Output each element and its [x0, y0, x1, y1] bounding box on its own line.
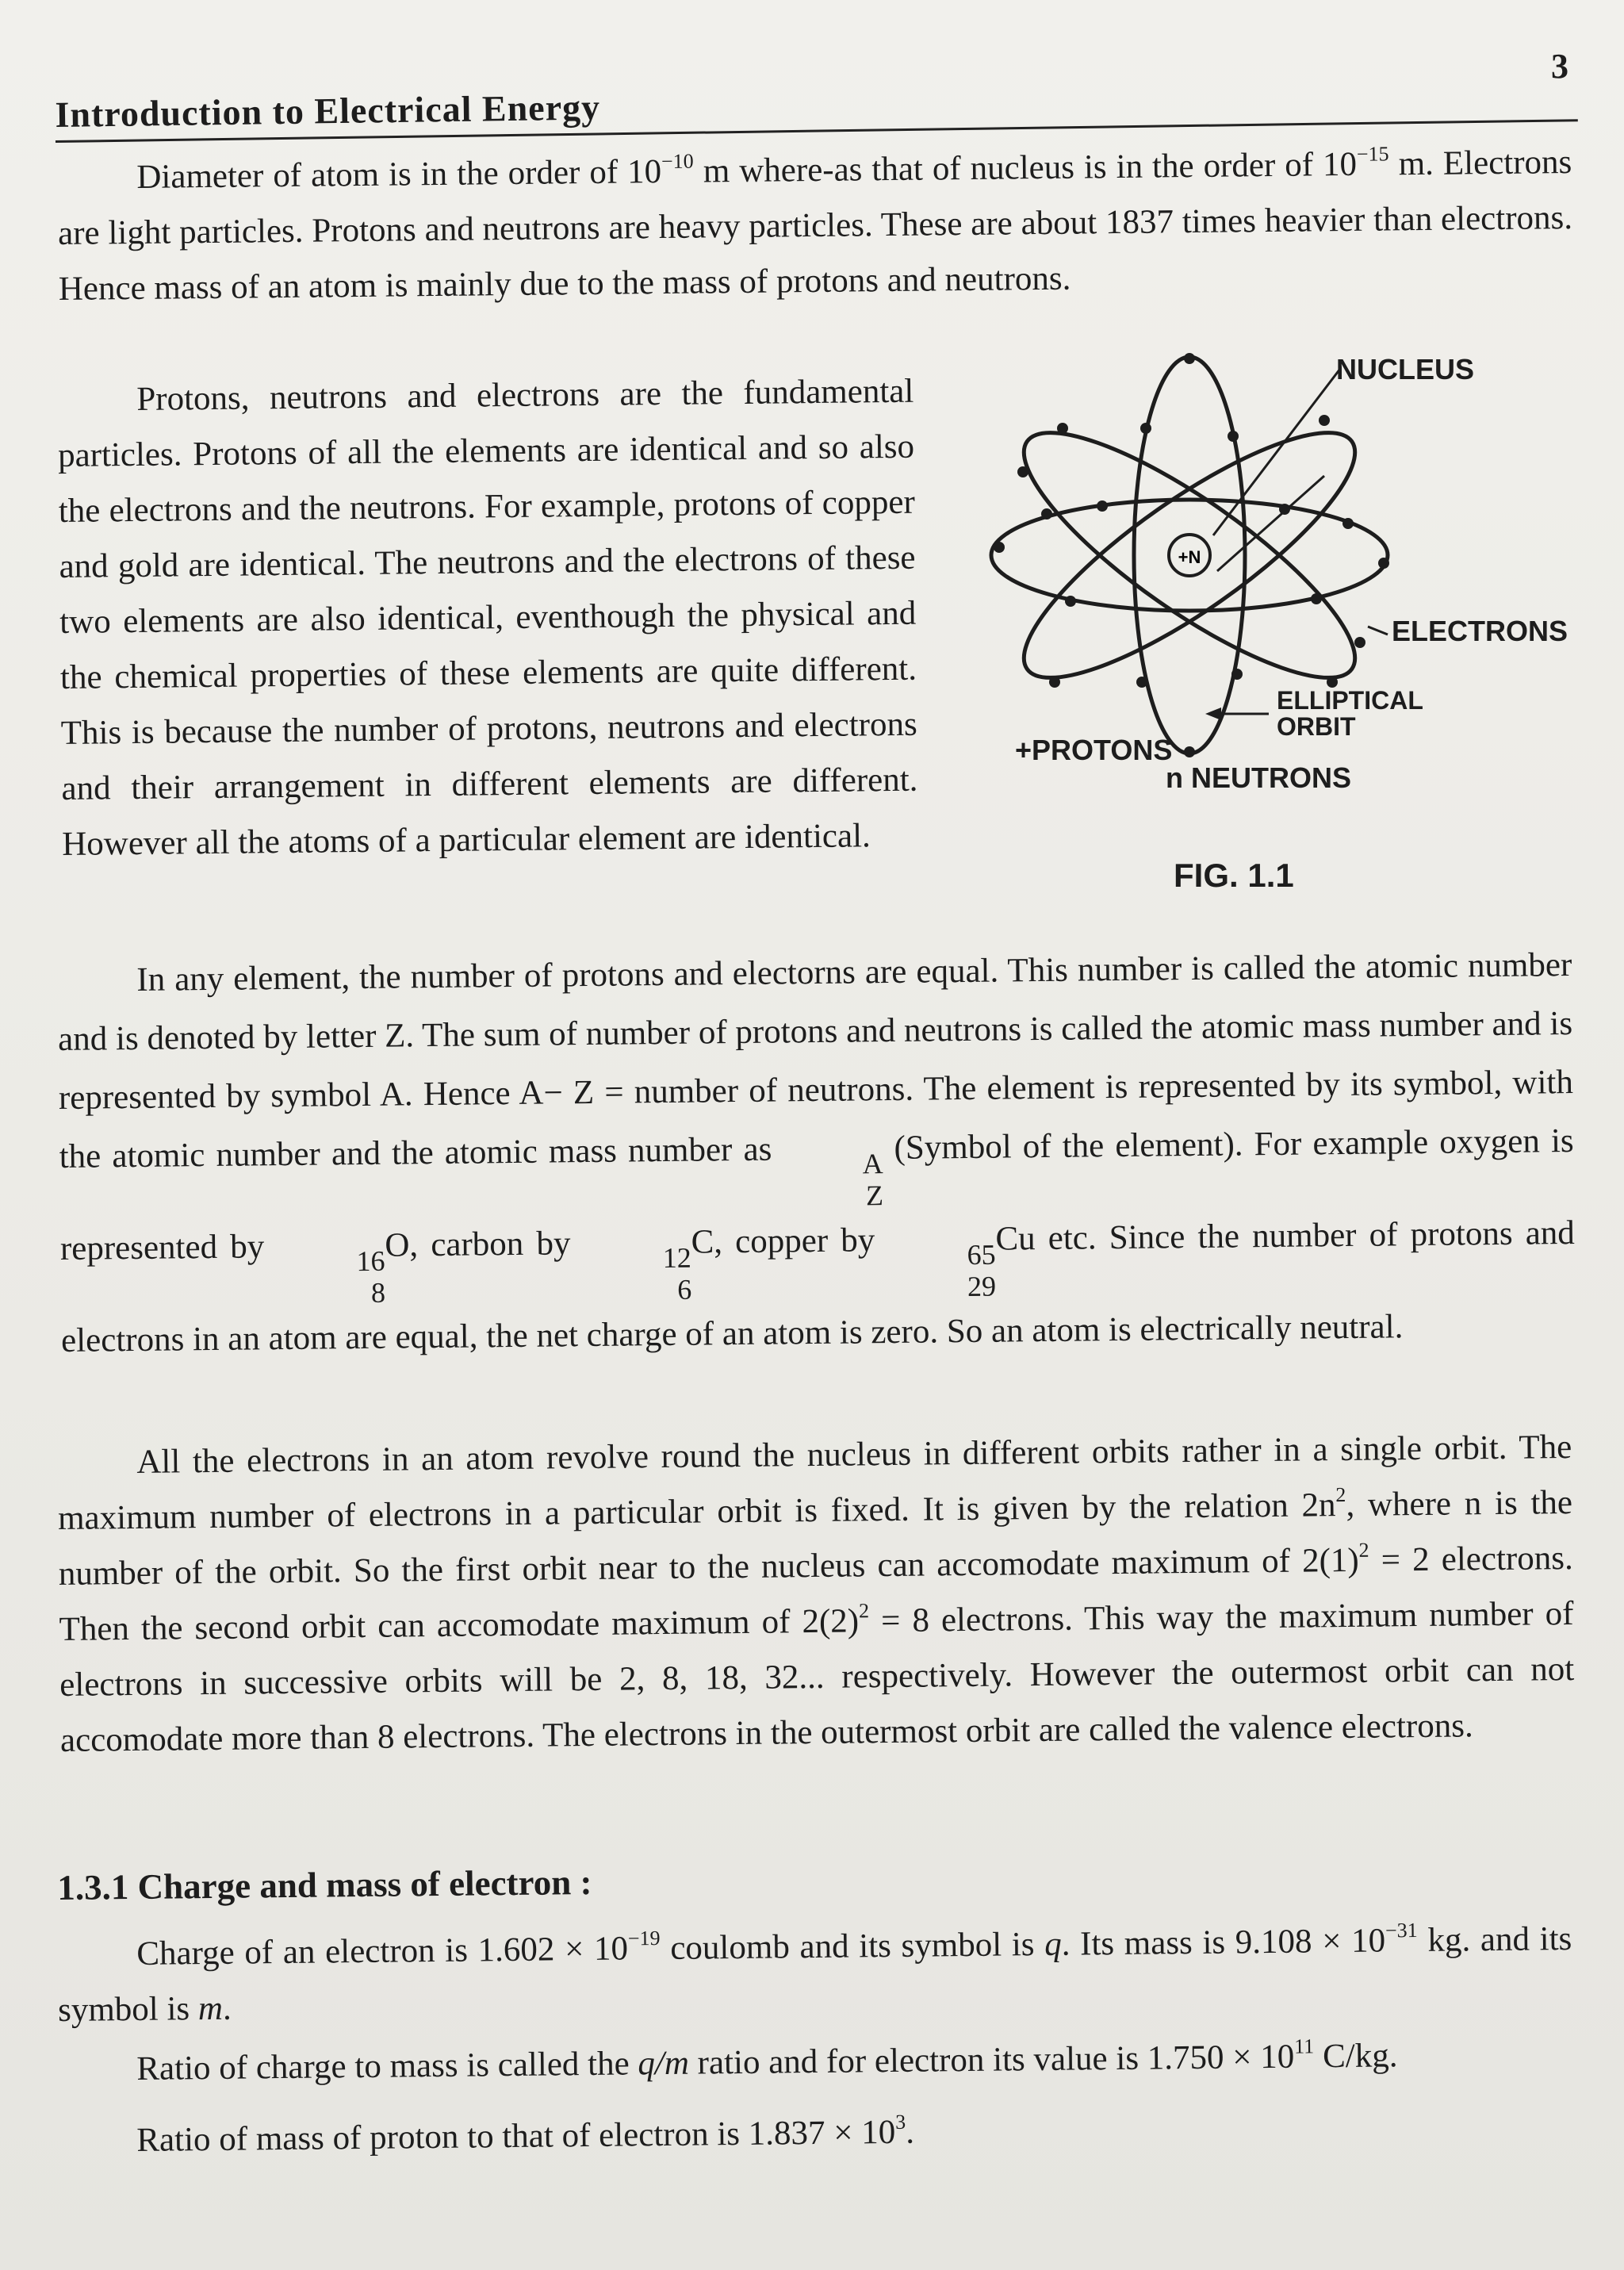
- paragraph-atomic-number: In any element, the number of protons and electorns are equal. This number is called the atomic number and is denoted by letter Z. The sum of number of protons and neutrons is called the atomic mass number and is represented by symbol A. Hence A− Z = number of neutrons. The element is represented by its symbol, with the atomic number and the atomic mass number as A Z (Symbol of the element). For example oxygen is represented by 16 8 O, carbon by 12 6 C, copper by 65 29 Cu etc. Since the number of protons and electrons in an atom are equal, the net charge of an atom is zero. So an atom is electrically neutral.: [57, 945, 1576, 1359]
- orbit-leader: [1217, 476, 1324, 571]
- label-orbit: ORBIT: [1277, 712, 1356, 741]
- electron-dot: [1136, 677, 1147, 688]
- label-elliptical: ELLIPTICAL: [1277, 686, 1423, 715]
- electron-dot: [1065, 596, 1076, 607]
- section-heading: 1.3.1 Charge and mass of electron :: [57, 1862, 592, 1908]
- electron-dot: [1184, 353, 1195, 364]
- nuclide-carbon: 12 6: [662, 1241, 692, 1306]
- electron-dot: [1057, 423, 1068, 434]
- electron-dot: [1017, 466, 1028, 477]
- electron-dot: [1049, 677, 1060, 688]
- paragraph-electron-orbits: All the electrons in an atom revolve round the nucleus in different orbits rather in a single orbit. The maximum number of electrons in a particular orbit is fixed. It is given by the relation $2n^2$, where n is the number of the orbit. So the first orbit near to the nucleus can accomodate maximum of $2(1)^2 = 2$ electrons. Then the second orbit can accomodate maximum of $2(2)^2 = 8$ electrons. This way the maximum number of electrons in successive orbits will be 2, 8, 18, 32... respectively. However the outermost orbit can not accomodate more than 8 electrons. The electrons in the outermost orbit are called the valence electrons.: [57, 1428, 1575, 1759]
- nuclide-oxygen: 16 8: [356, 1244, 386, 1309]
- electron-dot: [1184, 746, 1195, 757]
- electron-dot: [1319, 415, 1330, 426]
- nucleus-leader: [1213, 369, 1340, 535]
- paragraph-electron-charge: Charge of an electron is $1.602 \times 10^{-19}$ coulomb and its symbol is q. Its mass is $9.108 \times 10^{-31}$ kg. and its symbol is m.: [57, 1919, 1572, 2029]
- paragraph-atom-diameter: Diameter of atom is in the order of $10^{-10}$ m where-as that of nucleus is in the order of $10^{-15}$ m. Electrons are light particles. Protons and neutrons are heavy particles. These are about 1837 times heavier than electrons. Hence mass of an atom is mainly due to the mass of protons and neutrons.: [57, 142, 1573, 308]
- label-nucleus: NUCLEUS: [1336, 353, 1475, 385]
- electron-dot: [1378, 558, 1389, 569]
- label-protons: +PROTONS: [1015, 734, 1173, 766]
- electron-dot: [1140, 423, 1151, 434]
- electron-dot: [1228, 431, 1239, 442]
- paragraph-fundamental-particles: Protons, neutrons and electrons are the fundamental particles. Protons of all the elements are identical and so also the electrons and the neutrons. For example, protons of copper and gold are identical. The neutrons and the electrons of these two elements are also identical, eventhough the physical and the chemical properties of these elements are quite different. This is because the number of protons, neutrons and electrons and their arrangement in different elements are different. However all the atoms of a particular element are identical.: [57, 372, 918, 863]
- atom-diagram: [975, 333, 1578, 904]
- paragraph-charge-mass-ratio: Ratio of charge to mass is called the q/m ratio and for electron its value is $1.750 \times 10^{11}$ C/kg.: [136, 2034, 1398, 2088]
- electron-dot: [1279, 504, 1290, 515]
- label-neutrons: n NEUTRONS: [1166, 761, 1351, 794]
- electron-dot: [1041, 508, 1052, 520]
- nucleus-mark: +N: [1178, 547, 1201, 567]
- running-head: Introduction to Electrical Energy: [55, 72, 1578, 143]
- electron-dot: [1354, 637, 1365, 648]
- electron-dot: [1342, 518, 1354, 529]
- paragraph-proton-electron-ratio: Ratio of mass of proton to that of electron is $1.837 \times 10^3$.: [136, 2110, 915, 2159]
- nuclide-copper: 65 29: [967, 1238, 997, 1302]
- nuclide-general: A Z: [862, 1148, 884, 1212]
- label-electrons: ELECTRONS: [1392, 615, 1568, 647]
- electron-dot: [1231, 669, 1243, 680]
- figure-caption: FIG. 1.1: [1174, 857, 1294, 894]
- electron-dot: [1097, 500, 1108, 512]
- page-number: 3: [1551, 47, 1568, 86]
- electron-dot: [1311, 593, 1322, 604]
- electron-dot: [994, 542, 1005, 553]
- electrons-leader: [1368, 627, 1388, 635]
- arrowhead-icon: [1205, 707, 1221, 720]
